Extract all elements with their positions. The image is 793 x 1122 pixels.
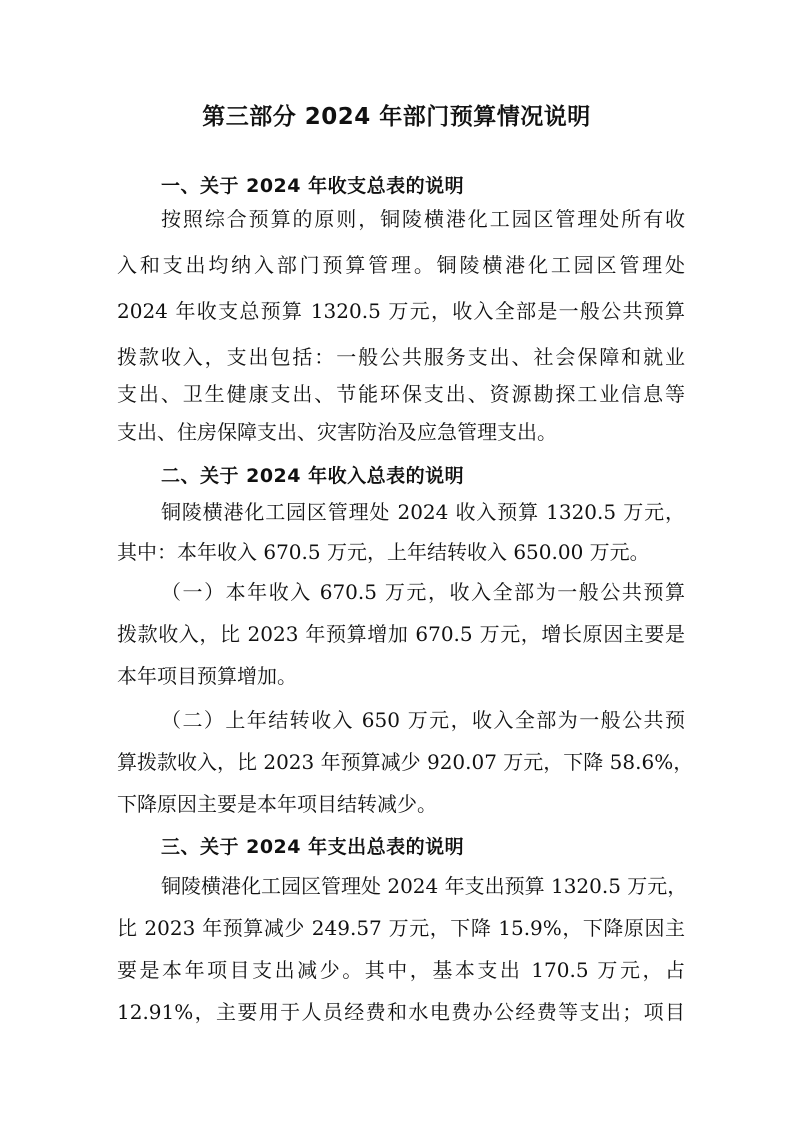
- paragraph-line: 下降原因主要是本年项目结转减少。: [117, 792, 437, 816]
- paragraph-line: 支出、住房保障支出、灾害防治及应急管理支出。: [117, 420, 557, 444]
- paragraph-line: 本年项目预算增加。: [117, 664, 297, 688]
- section-heading-2: 二、关于 2024 年收入总表的说明: [161, 465, 465, 487]
- paragraph-line: 比 2023 年预算减少 249.57 万元，下降 15.9%，下降原因主: [117, 916, 685, 940]
- paragraph-line: 拨款收入，支出包括：一般公共服务支出、社会保障和就业: [117, 345, 685, 369]
- paragraph-line: 2024 年收支总预算 1320.5 万元，收入全部是一般公共预算: [117, 299, 685, 323]
- paragraph-line: 要是本年项目支出减少。其中，基本支出 170.5 万元，占: [117, 958, 685, 982]
- paragraph-line: 按照综合预算的原则，铜陵横港化工园区管理处所有收: [161, 207, 685, 231]
- paragraph-line: 入和支出均纳入部门预算管理。铜陵横港化工园区管理处: [117, 253, 685, 277]
- paragraph-line: 其中：本年收入 670.5 万元，上年结转收入 650.00 万元。: [117, 540, 650, 564]
- paragraph-line: 铜陵横港化工园区管理处 2024 年支出预算 1320.5 万元，: [161, 874, 688, 898]
- paragraph-line: （一）本年收入 670.5 万元，收入全部为一般公共预算: [161, 580, 685, 604]
- paragraph-line: 铜陵横港化工园区管理处 2024 收入预算 1320.5 万元，: [161, 500, 685, 524]
- paragraph-line: （二）上年结转收入 650 万元，收入全部为一般公共预: [161, 708, 685, 732]
- section-heading-1: 一、关于 2024 年收支总表的说明: [161, 175, 465, 197]
- page-title: 第三部分 2024 年部门预算情况说明: [202, 104, 591, 130]
- section-heading-3: 三、关于 2024 年支出总表的说明: [161, 836, 465, 858]
- paragraph-line: 拨款收入，比 2023 年预算增加 670.5 万元，增长原因主要是: [117, 622, 685, 646]
- paragraph-line: 算拨款收入，比 2023 年预算减少 920.07 万元，下降 58.6%，: [117, 750, 694, 774]
- paragraph-line: 12.91%，主要用于人员经费和水电费办公经费等支出；项目: [117, 1000, 685, 1024]
- paragraph-line: 支出、卫生健康支出、节能环保支出、资源勘探工业信息等: [117, 382, 685, 406]
